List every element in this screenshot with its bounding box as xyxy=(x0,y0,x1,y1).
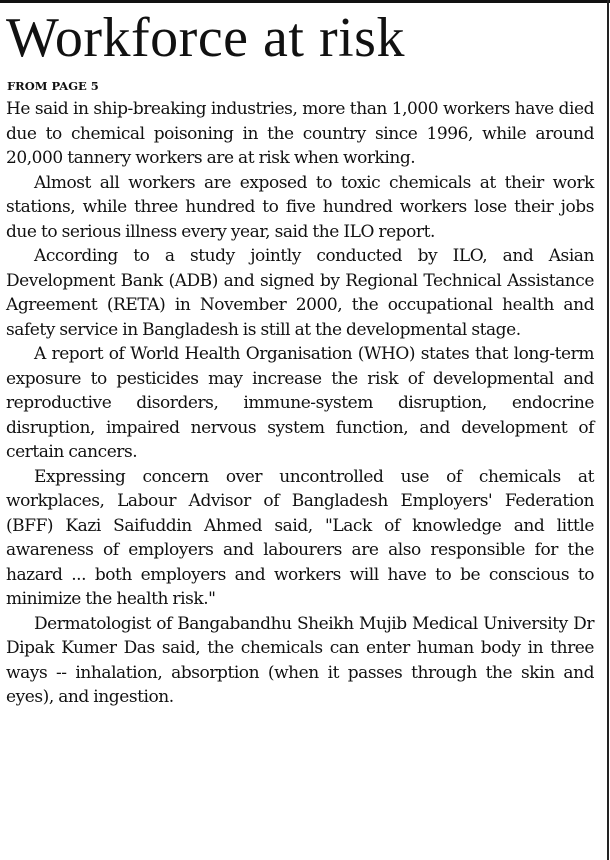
paragraph-2: Almost all workers are exposed to toxic chemicals at their work stations, while three hundred to five hundred workers lose their jobs due to serious illness every year, said the ILO report. xyxy=(6,172,594,242)
paragraph-1: He said in ship-breaking industries, more than 1,000 workers have died due to chemical poisoning in the country since 1996, while around 20,000 tannery workers are at risk when working. xyxy=(6,99,594,168)
headline: Workforce at risk xyxy=(6,7,405,69)
paragraph-3: According to a study jointly conducted by ILO, and Asian Development Bank (ADB) and signed by Regional Technical Assistance Agreement (RETA) in November 2000, the occupational health and safety service in Bangladesh is still at the developmental stage. xyxy=(6,246,594,340)
top-rule xyxy=(0,0,610,3)
continuation-kicker: FROM PAGE 5 xyxy=(7,79,99,93)
paragraph-6: Dermatologist of Bangabandhu Sheikh Mujib Medical University Dr Dipak Kumer Das said, the chemicals can enter human body in three ways -- inhalation, absorption (when it passes through the skin and eyes), and ingestion. xyxy=(6,613,594,707)
column-rule xyxy=(607,0,609,860)
paragraph-5: Expressing concern over uncontrolled use of chemicals at workplaces, Labour Advisor of Bangladesh Employers' Federation (BFF) Kazi Saifuddin Ahmed said, "Lack of knowledge and little awareness of employers and labourers are also responsible for the hazard ... both employers and workers will have to be conscious to minimize the health risk." xyxy=(6,466,594,609)
paragraph-4: A report of World Health Organisation (WHO) states that long-term exposure to pesticides may increase the risk of developmental and reproductive disorders, immune-system disruption, endocrine disruption, impaired nervous system function, and development of certain cancers. xyxy=(6,344,594,462)
article-body xyxy=(6,97,594,710)
